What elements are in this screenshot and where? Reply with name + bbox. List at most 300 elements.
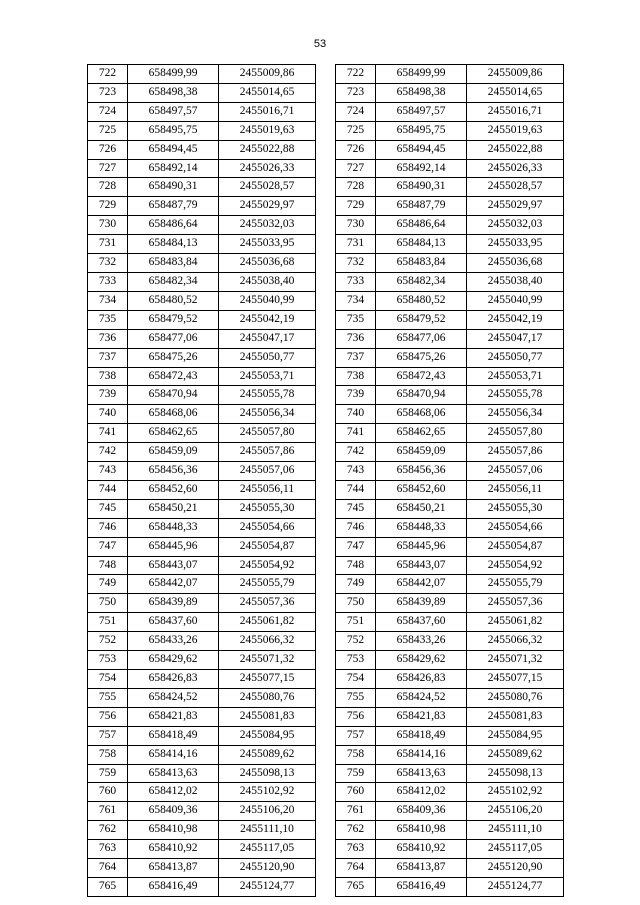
table-row (88, 821, 316, 840)
x-coordinate-cell: 658410,98 (376, 821, 467, 840)
point-number-cell: 747 (88, 537, 128, 556)
table-row (88, 802, 316, 821)
x-coordinate-cell: 658484,13 (128, 235, 219, 254)
point-number-cell: 761 (336, 802, 376, 821)
x-coordinate-cell: 658416,49 (128, 877, 219, 896)
point-number-cell: 764 (88, 859, 128, 878)
point-number-cell: 751 (88, 613, 128, 632)
table-row (336, 443, 564, 462)
y-coordinate-cell: 2455055,78 (219, 386, 316, 405)
table-row (336, 745, 564, 764)
point-number-cell: 723 (88, 83, 128, 102)
x-coordinate-cell: 658468,06 (128, 405, 219, 424)
y-coordinate-cell: 2455055,30 (219, 499, 316, 518)
x-coordinate-cell: 658480,52 (128, 291, 219, 310)
y-coordinate-cell: 2455071,32 (219, 651, 316, 670)
point-number-cell: 739 (88, 386, 128, 405)
point-number-cell: 745 (88, 499, 128, 518)
table-row (88, 348, 316, 367)
point-number-cell: 763 (336, 840, 376, 859)
point-number-cell: 738 (88, 367, 128, 386)
table-row (336, 726, 564, 745)
table-row (88, 216, 316, 235)
table-row (88, 670, 316, 689)
x-coordinate-cell: 658494,45 (128, 140, 219, 159)
coordinates-table-left-body (88, 65, 316, 897)
table-row (88, 480, 316, 499)
y-coordinate-cell: 2455026,33 (467, 159, 564, 178)
x-coordinate-cell: 658486,64 (376, 216, 467, 235)
y-coordinate-cell: 2455050,77 (467, 348, 564, 367)
y-coordinate-cell: 2455081,83 (467, 707, 564, 726)
x-coordinate-cell: 658445,96 (376, 537, 467, 556)
y-coordinate-cell: 2455077,15 (219, 670, 316, 689)
y-coordinate-cell: 2455080,76 (219, 688, 316, 707)
table-row (336, 556, 564, 575)
y-coordinate-cell: 2455061,82 (219, 613, 316, 632)
point-number-cell: 744 (336, 480, 376, 499)
point-number-cell: 728 (88, 178, 128, 197)
table-row (88, 499, 316, 518)
y-coordinate-cell: 2455038,40 (219, 272, 316, 291)
y-coordinate-cell: 2455014,65 (467, 83, 564, 102)
y-coordinate-cell: 2455047,17 (467, 329, 564, 348)
y-coordinate-cell: 2455106,20 (219, 802, 316, 821)
point-number-cell: 734 (336, 291, 376, 310)
point-number-cell: 759 (336, 764, 376, 783)
y-coordinate-cell: 2455053,71 (467, 367, 564, 386)
table-row (88, 462, 316, 481)
point-number-cell: 725 (88, 121, 128, 140)
x-coordinate-cell: 658442,07 (376, 575, 467, 594)
table-row (336, 367, 564, 386)
table-row (336, 178, 564, 197)
x-coordinate-cell: 658490,31 (128, 178, 219, 197)
x-coordinate-cell: 658462,65 (376, 424, 467, 443)
point-number-cell: 741 (88, 424, 128, 443)
y-coordinate-cell: 2455053,71 (219, 367, 316, 386)
x-coordinate-cell: 658418,49 (376, 726, 467, 745)
table-row (88, 518, 316, 537)
table-row (88, 594, 316, 613)
x-coordinate-cell: 658448,33 (376, 518, 467, 537)
table-row (336, 707, 564, 726)
table-row (88, 745, 316, 764)
table-row (336, 802, 564, 821)
y-coordinate-cell: 2455036,68 (467, 254, 564, 273)
table-row (336, 291, 564, 310)
y-coordinate-cell: 2455033,95 (467, 235, 564, 254)
table-row (88, 159, 316, 178)
point-number-cell: 740 (88, 405, 128, 424)
table-row (336, 462, 564, 481)
x-coordinate-cell: 658413,87 (128, 859, 219, 878)
x-coordinate-cell: 658443,07 (128, 556, 219, 575)
y-coordinate-cell: 2455084,95 (467, 726, 564, 745)
point-number-cell: 722 (336, 65, 376, 84)
table-row (336, 480, 564, 499)
table-row (336, 83, 564, 102)
x-coordinate-cell: 658472,43 (128, 367, 219, 386)
point-number-cell: 748 (88, 556, 128, 575)
y-coordinate-cell: 2455066,32 (219, 632, 316, 651)
point-number-cell: 756 (88, 707, 128, 726)
table-row (88, 575, 316, 594)
table-row (336, 783, 564, 802)
y-coordinate-cell: 2455055,78 (467, 386, 564, 405)
coordinates-table-right (335, 64, 564, 897)
x-coordinate-cell: 658499,99 (128, 65, 219, 84)
x-coordinate-cell: 658475,26 (376, 348, 467, 367)
x-coordinate-cell: 658498,38 (128, 83, 219, 102)
x-coordinate-cell: 658413,63 (128, 764, 219, 783)
x-coordinate-cell: 658409,36 (376, 802, 467, 821)
point-number-cell: 742 (336, 443, 376, 462)
table-row (88, 859, 316, 878)
x-coordinate-cell: 658456,36 (128, 462, 219, 481)
x-coordinate-cell: 658492,14 (128, 159, 219, 178)
table-row (88, 632, 316, 651)
x-coordinate-cell: 658424,52 (376, 688, 467, 707)
x-coordinate-cell: 658497,57 (376, 102, 467, 121)
y-coordinate-cell: 2455089,62 (219, 745, 316, 764)
x-coordinate-cell: 658424,52 (128, 688, 219, 707)
x-coordinate-cell: 658410,92 (128, 840, 219, 859)
point-number-cell: 749 (336, 575, 376, 594)
x-coordinate-cell: 658452,60 (376, 480, 467, 499)
y-coordinate-cell: 2455124,77 (219, 877, 316, 896)
point-number-cell: 729 (336, 197, 376, 216)
y-coordinate-cell: 2455054,87 (219, 537, 316, 556)
point-number-cell: 764 (336, 859, 376, 878)
y-coordinate-cell: 2455029,97 (467, 197, 564, 216)
x-coordinate-cell: 658468,06 (376, 405, 467, 424)
x-coordinate-cell: 658450,21 (128, 499, 219, 518)
y-coordinate-cell: 2455056,34 (467, 405, 564, 424)
y-coordinate-cell: 2455055,79 (467, 575, 564, 594)
point-number-cell: 744 (88, 480, 128, 499)
table-row (88, 764, 316, 783)
x-coordinate-cell: 658414,16 (376, 745, 467, 764)
table-row (336, 613, 564, 632)
y-coordinate-cell: 2455019,63 (467, 121, 564, 140)
table-row (336, 386, 564, 405)
x-coordinate-cell: 658429,62 (376, 651, 467, 670)
x-coordinate-cell: 658450,21 (376, 499, 467, 518)
point-number-cell: 746 (88, 518, 128, 537)
table-row (88, 537, 316, 556)
y-coordinate-cell: 2455056,34 (219, 405, 316, 424)
x-coordinate-cell: 658486,64 (128, 216, 219, 235)
x-coordinate-cell: 658439,89 (376, 594, 467, 613)
point-number-cell: 761 (88, 802, 128, 821)
point-number-cell: 735 (88, 310, 128, 329)
x-coordinate-cell: 658462,65 (128, 424, 219, 443)
y-coordinate-cell: 2455117,05 (219, 840, 316, 859)
x-coordinate-cell: 658459,09 (376, 443, 467, 462)
point-number-cell: 758 (336, 745, 376, 764)
point-number-cell: 757 (88, 726, 128, 745)
x-coordinate-cell: 658482,34 (376, 272, 467, 291)
point-number-cell: 722 (88, 65, 128, 84)
point-number-cell: 726 (336, 140, 376, 159)
table-row (88, 121, 316, 140)
x-coordinate-cell: 658412,02 (376, 783, 467, 802)
y-coordinate-cell: 2455056,11 (219, 480, 316, 499)
point-number-cell: 762 (336, 821, 376, 840)
x-coordinate-cell: 658445,96 (128, 537, 219, 556)
y-coordinate-cell: 2455057,80 (219, 424, 316, 443)
y-coordinate-cell: 2455040,99 (219, 291, 316, 310)
x-coordinate-cell: 658497,57 (128, 102, 219, 121)
table-row (88, 707, 316, 726)
table-row (88, 310, 316, 329)
table-row (336, 235, 564, 254)
x-coordinate-cell: 658492,14 (376, 159, 467, 178)
table-row (336, 688, 564, 707)
point-number-cell: 737 (88, 348, 128, 367)
table-row (336, 651, 564, 670)
x-coordinate-cell: 658495,75 (376, 121, 467, 140)
point-number-cell: 760 (336, 783, 376, 802)
y-coordinate-cell: 2455071,32 (467, 651, 564, 670)
x-coordinate-cell: 658472,43 (376, 367, 467, 386)
y-coordinate-cell: 2455029,97 (219, 197, 316, 216)
point-number-cell: 755 (88, 688, 128, 707)
point-number-cell: 745 (336, 499, 376, 518)
y-coordinate-cell: 2455050,77 (219, 348, 316, 367)
x-coordinate-cell: 658439,89 (128, 594, 219, 613)
point-number-cell: 737 (336, 348, 376, 367)
table-row (88, 613, 316, 632)
table-row (88, 726, 316, 745)
point-number-cell: 754 (88, 670, 128, 689)
y-coordinate-cell: 2455124,77 (467, 877, 564, 896)
table-row (336, 859, 564, 878)
point-number-cell: 747 (336, 537, 376, 556)
x-coordinate-cell: 658499,99 (376, 65, 467, 84)
table-row (336, 499, 564, 518)
x-coordinate-cell: 658442,07 (128, 575, 219, 594)
x-coordinate-cell: 658484,13 (376, 235, 467, 254)
x-coordinate-cell: 658437,60 (376, 613, 467, 632)
y-coordinate-cell: 2455016,71 (219, 102, 316, 121)
y-coordinate-cell: 2455106,20 (467, 802, 564, 821)
y-coordinate-cell: 2455057,06 (219, 462, 316, 481)
x-coordinate-cell: 658452,60 (128, 480, 219, 499)
table-row (336, 670, 564, 689)
x-coordinate-cell: 658443,07 (376, 556, 467, 575)
y-coordinate-cell: 2455028,57 (219, 178, 316, 197)
table-row (88, 178, 316, 197)
y-coordinate-cell: 2455117,05 (467, 840, 564, 859)
point-number-cell: 724 (336, 102, 376, 121)
y-coordinate-cell: 2455098,13 (467, 764, 564, 783)
point-number-cell: 749 (88, 575, 128, 594)
table-row (336, 159, 564, 178)
table-row (88, 235, 316, 254)
point-number-cell: 739 (336, 386, 376, 405)
table-row (88, 329, 316, 348)
table-row (336, 877, 564, 896)
table-row (88, 840, 316, 859)
y-coordinate-cell: 2455054,92 (467, 556, 564, 575)
table-row (88, 443, 316, 462)
x-coordinate-cell: 658495,75 (128, 121, 219, 140)
table-row (88, 102, 316, 121)
table-row (336, 575, 564, 594)
y-coordinate-cell: 2455042,19 (467, 310, 564, 329)
point-number-cell: 736 (88, 329, 128, 348)
y-coordinate-cell: 2455016,71 (467, 102, 564, 121)
point-number-cell: 727 (336, 159, 376, 178)
x-coordinate-cell: 658437,60 (128, 613, 219, 632)
point-number-cell: 733 (88, 272, 128, 291)
x-coordinate-cell: 658498,38 (376, 83, 467, 102)
x-coordinate-cell: 658490,31 (376, 178, 467, 197)
y-coordinate-cell: 2455054,92 (219, 556, 316, 575)
y-coordinate-cell: 2455111,10 (467, 821, 564, 840)
y-coordinate-cell: 2455028,57 (467, 178, 564, 197)
x-coordinate-cell: 658494,45 (376, 140, 467, 159)
y-coordinate-cell: 2455019,63 (219, 121, 316, 140)
y-coordinate-cell: 2455026,33 (219, 159, 316, 178)
table-row (336, 121, 564, 140)
y-coordinate-cell: 2455057,06 (467, 462, 564, 481)
point-number-cell: 729 (88, 197, 128, 216)
point-number-cell: 756 (336, 707, 376, 726)
table-row (336, 197, 564, 216)
x-coordinate-cell: 658433,26 (376, 632, 467, 651)
point-number-cell: 758 (88, 745, 128, 764)
x-coordinate-cell: 658426,83 (376, 670, 467, 689)
table-row (336, 821, 564, 840)
y-coordinate-cell: 2455022,88 (219, 140, 316, 159)
y-coordinate-cell: 2455057,36 (467, 594, 564, 613)
point-number-cell: 731 (88, 235, 128, 254)
y-coordinate-cell: 2455054,87 (467, 537, 564, 556)
point-number-cell: 725 (336, 121, 376, 140)
y-coordinate-cell: 2455066,32 (467, 632, 564, 651)
point-number-cell: 743 (88, 462, 128, 481)
table-row (88, 877, 316, 896)
x-coordinate-cell: 658487,79 (376, 197, 467, 216)
y-coordinate-cell: 2455047,17 (219, 329, 316, 348)
y-coordinate-cell: 2455022,88 (467, 140, 564, 159)
table-row (88, 65, 316, 84)
y-coordinate-cell: 2455081,83 (219, 707, 316, 726)
table-row (336, 216, 564, 235)
table-row (88, 197, 316, 216)
y-coordinate-cell: 2455061,82 (467, 613, 564, 632)
table-row (336, 348, 564, 367)
point-number-cell: 731 (336, 235, 376, 254)
point-number-cell: 746 (336, 518, 376, 537)
table-row (88, 386, 316, 405)
table-row (336, 764, 564, 783)
point-number-cell: 726 (88, 140, 128, 159)
x-coordinate-cell: 658477,06 (376, 329, 467, 348)
y-coordinate-cell: 2455036,68 (219, 254, 316, 273)
x-coordinate-cell: 658433,26 (128, 632, 219, 651)
y-coordinate-cell: 2455089,62 (467, 745, 564, 764)
y-coordinate-cell: 2455042,19 (219, 310, 316, 329)
table-row (88, 783, 316, 802)
point-number-cell: 750 (88, 594, 128, 613)
x-coordinate-cell: 658470,94 (128, 386, 219, 405)
table-row (88, 556, 316, 575)
y-coordinate-cell: 2455057,86 (219, 443, 316, 462)
x-coordinate-cell: 658421,83 (376, 707, 467, 726)
y-coordinate-cell: 2455080,76 (467, 688, 564, 707)
table-row (88, 651, 316, 670)
point-number-cell: 728 (336, 178, 376, 197)
x-coordinate-cell: 658410,98 (128, 821, 219, 840)
table-row (88, 424, 316, 443)
point-number-cell: 735 (336, 310, 376, 329)
table-row (336, 537, 564, 556)
y-coordinate-cell: 2455077,15 (467, 670, 564, 689)
table-row (88, 367, 316, 386)
x-coordinate-cell: 658456,36 (376, 462, 467, 481)
x-coordinate-cell: 658418,49 (128, 726, 219, 745)
x-coordinate-cell: 658416,49 (376, 877, 467, 896)
table-row (88, 688, 316, 707)
table-row (336, 840, 564, 859)
y-coordinate-cell: 2455014,65 (219, 83, 316, 102)
x-coordinate-cell: 658421,83 (128, 707, 219, 726)
point-number-cell: 751 (336, 613, 376, 632)
point-number-cell: 752 (336, 632, 376, 651)
point-number-cell: 724 (88, 102, 128, 121)
y-coordinate-cell: 2455102,92 (467, 783, 564, 802)
table-row (336, 405, 564, 424)
point-number-cell: 754 (336, 670, 376, 689)
y-coordinate-cell: 2455055,79 (219, 575, 316, 594)
y-coordinate-cell: 2455098,13 (219, 764, 316, 783)
y-coordinate-cell: 2455057,80 (467, 424, 564, 443)
point-number-cell: 732 (88, 254, 128, 273)
table-row (336, 102, 564, 121)
y-coordinate-cell: 2455055,30 (467, 499, 564, 518)
table-row (336, 518, 564, 537)
x-coordinate-cell: 658470,94 (376, 386, 467, 405)
y-coordinate-cell: 2455040,99 (467, 291, 564, 310)
coordinates-table-left (87, 64, 316, 897)
y-coordinate-cell: 2455102,92 (219, 783, 316, 802)
point-number-cell: 763 (88, 840, 128, 859)
y-coordinate-cell: 2455057,36 (219, 594, 316, 613)
x-coordinate-cell: 658480,52 (376, 291, 467, 310)
table-row (88, 291, 316, 310)
table-row (336, 310, 564, 329)
point-number-cell: 765 (336, 877, 376, 896)
point-number-cell: 733 (336, 272, 376, 291)
y-coordinate-cell: 2455009,86 (467, 65, 564, 84)
y-coordinate-cell: 2455084,95 (219, 726, 316, 745)
y-coordinate-cell: 2455054,66 (467, 518, 564, 537)
x-coordinate-cell: 658413,63 (376, 764, 467, 783)
x-coordinate-cell: 658429,62 (128, 651, 219, 670)
point-number-cell: 740 (336, 405, 376, 424)
x-coordinate-cell: 658448,33 (128, 518, 219, 537)
page-number: 53 (313, 38, 327, 50)
table-row (336, 329, 564, 348)
y-coordinate-cell: 2455033,95 (219, 235, 316, 254)
y-coordinate-cell: 2455038,40 (467, 272, 564, 291)
point-number-cell: 753 (336, 651, 376, 670)
point-number-cell: 759 (88, 764, 128, 783)
